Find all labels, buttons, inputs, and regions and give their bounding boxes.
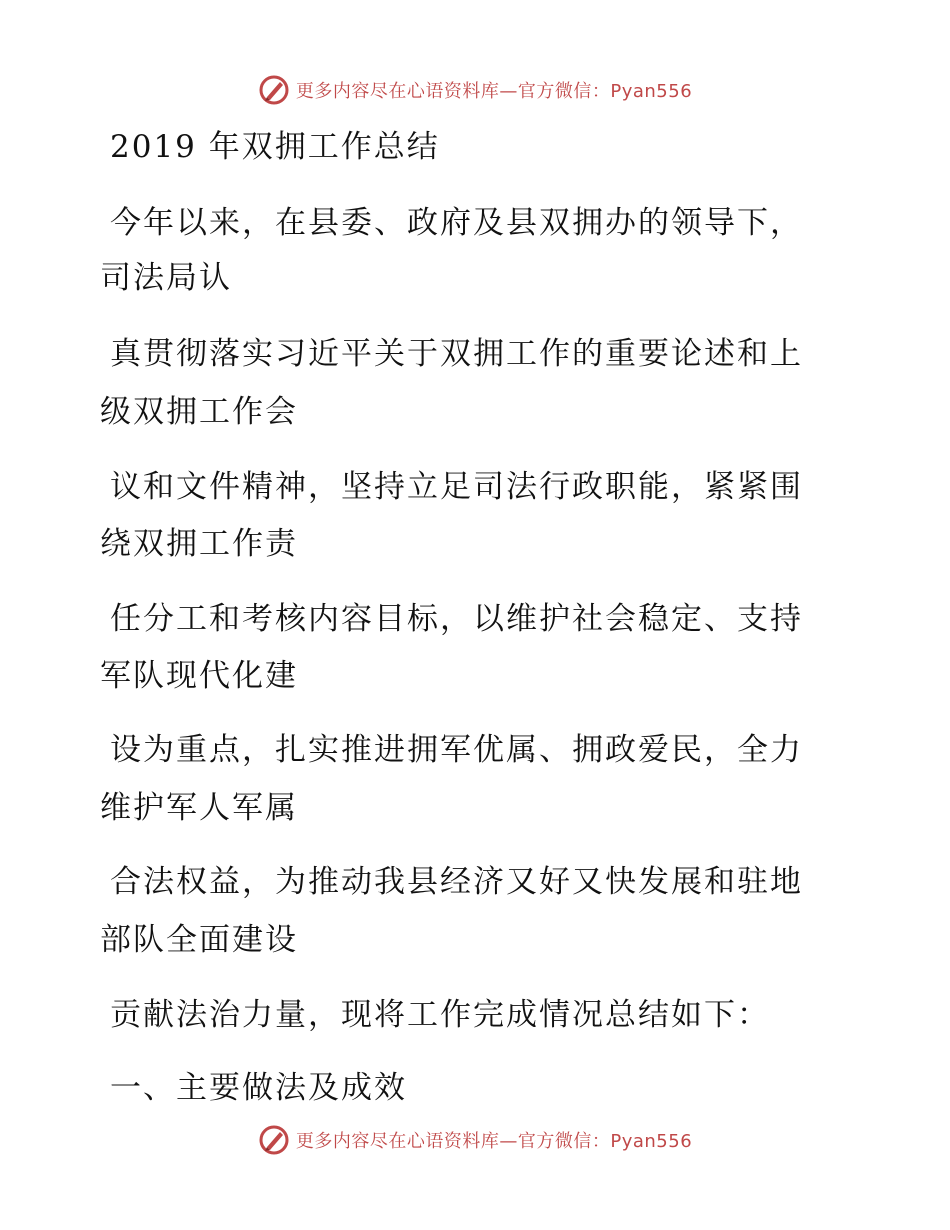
section-heading: 一、主要做法及成效	[110, 1070, 407, 1106]
wechat-id: Pyan556	[610, 1131, 693, 1152]
watermark-text: 更多内容尽在心语资料库—官方微信：Pyan556	[295, 81, 693, 102]
pen-seal-icon	[258, 74, 290, 106]
body-line: 部队全面建设	[100, 922, 298, 958]
body-line: 级双拥工作会	[100, 394, 298, 430]
watermark-banner-top	[0, 70, 950, 110]
watermark-text: 更多内容尽在心语资料库—官方微信：Pyan556	[295, 1131, 693, 1152]
body-line: 军队现代化建	[100, 658, 298, 694]
body-line: 绕双拥工作责	[100, 526, 298, 562]
body-line: 维护军人军属	[100, 790, 298, 826]
body-line: 议和文件精神，坚持立足司法行政职能，紧紧围	[110, 469, 803, 505]
body-line: 真贯彻落实习近平关于双拥工作的重要论述和上	[110, 336, 803, 372]
pen-seal-icon	[258, 1124, 290, 1156]
watermark-banner-bottom	[0, 1120, 950, 1160]
body-line: 贡献法治力量，现将工作完成情况总结如下：	[110, 997, 770, 1033]
body-line: 任分工和考核内容目标，以维护社会稳定、支持	[110, 601, 803, 637]
document-title: 2019 年双拥工作总结	[110, 129, 440, 165]
body-line: 设为重点，扎实推进拥军优属、拥政爱民，全力	[110, 732, 803, 768]
body-line: 今年以来，在县委、政府及县双拥办的领导下，	[110, 205, 803, 241]
wechat-id: Pyan556	[610, 81, 693, 102]
body-line: 合法权益，为推动我县经济又好又快发展和驻地	[110, 864, 803, 900]
body-line: 司法局认	[100, 260, 232, 296]
